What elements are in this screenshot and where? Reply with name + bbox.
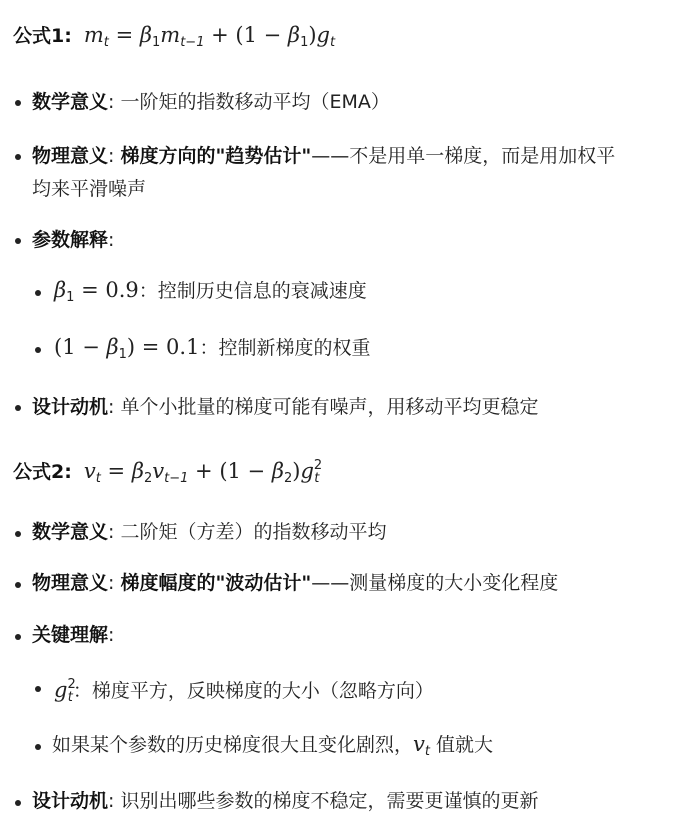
bullet-dot: [35, 744, 41, 750]
term-label: 物理意义: [32, 145, 109, 167]
colon: :: [108, 145, 115, 167]
term-label: 数学意义: [32, 521, 109, 543]
f1-phys-meaning-cont: [32, 175, 146, 203]
description-text: 如果某个参数的历史梯度很大且变化剧烈，: [52, 734, 414, 756]
description-text: ：梯度平方，反映梯度的大小（忽略方向）: [72, 680, 434, 702]
f1-param1: [54, 276, 367, 312]
colon: :: [108, 396, 115, 418]
emphasis-text: 梯度幅度的: [120, 572, 216, 594]
formula1-label: 公式1:: [13, 25, 72, 47]
description-text: 识别出哪些参数的梯度不稳定，需要更谨慎的更新: [120, 790, 539, 812]
f1-phys-meaning: [32, 142, 615, 170]
description-text: 一阶矩的指数移动平均（EMA）: [120, 91, 390, 113]
emphasis-text: 梯度方向的: [120, 145, 216, 167]
formula1-math: $m_t = \beta_1m_{t-1} + (1 - \beta_1)g_t$: [83, 23, 336, 50]
bullet-dot: [35, 686, 41, 692]
term-label: 物理意义: [32, 572, 109, 594]
term-label: 设计动机: [32, 396, 109, 418]
bullet-dot: [15, 582, 21, 588]
f1-math-meaning: [32, 88, 390, 116]
f1-param2: [54, 333, 370, 369]
term-label: 数学意义: [32, 91, 109, 113]
term-label: 关键理解: [32, 624, 109, 646]
param1-math: $\beta_1 = 0.9$: [54, 278, 139, 305]
description-text: 二阶矩（方差）的指数移动平均: [120, 521, 387, 543]
f2-motivation: [32, 787, 538, 815]
colon: :: [108, 790, 115, 812]
description-text: ——不是用单一梯度，而是用加权平: [311, 145, 616, 167]
bullet-dot: [15, 634, 21, 640]
description-text: 值就大: [436, 734, 494, 756]
bullet-dot: [15, 154, 21, 160]
colon: :: [108, 521, 115, 543]
key1-math: $g^2_t$: [54, 677, 76, 705]
f2-math-meaning: [32, 518, 386, 546]
emphasis-quote: "波动估计": [215, 572, 312, 594]
f1-params: [32, 226, 114, 254]
f2-key2: [52, 730, 493, 766]
description-text: 均来平滑噪声: [32, 178, 147, 200]
f1-motivation: [32, 393, 538, 421]
description-text: ：控制新梯度的权重: [199, 337, 371, 359]
bullet-dot: [15, 238, 21, 244]
f2-phys-meaning: [32, 569, 558, 597]
key2-math: $v_t$: [413, 732, 430, 759]
bullet-dot: [15, 405, 21, 411]
f2-key1: [54, 671, 434, 712]
bullet-dot: [35, 290, 41, 296]
colon: :: [108, 229, 115, 251]
f2-key: [32, 621, 114, 649]
description-text: ——测量梯度的大小变化程度: [311, 572, 559, 594]
colon: :: [108, 572, 115, 594]
formula1-line: [13, 21, 335, 57]
term-label: 设计动机: [32, 790, 109, 812]
description-text: 单个小批量的梯度可能有噪声，用移动平均更稳定: [120, 396, 539, 418]
formula2-line: [13, 452, 323, 493]
formula2-label: 公式2:: [13, 461, 72, 483]
description-text: ：控制历史信息的衰减速度: [138, 280, 367, 302]
formula2-math: $v_t = \beta_2v_{t-1} + (1 - \beta_2)g^2_t$: [83, 458, 323, 486]
param2-math: $(1 - \beta_1) = 0.1$: [54, 335, 200, 362]
bullet-dot: [15, 800, 21, 806]
bullet-dot: [35, 347, 41, 353]
bullet-dot: [15, 531, 21, 537]
colon: :: [108, 624, 115, 646]
bullet-dot: [15, 100, 21, 106]
emphasis-quote: "趋势估计": [215, 145, 312, 167]
colon: :: [108, 91, 115, 113]
term-label: 参数解释: [32, 229, 109, 251]
